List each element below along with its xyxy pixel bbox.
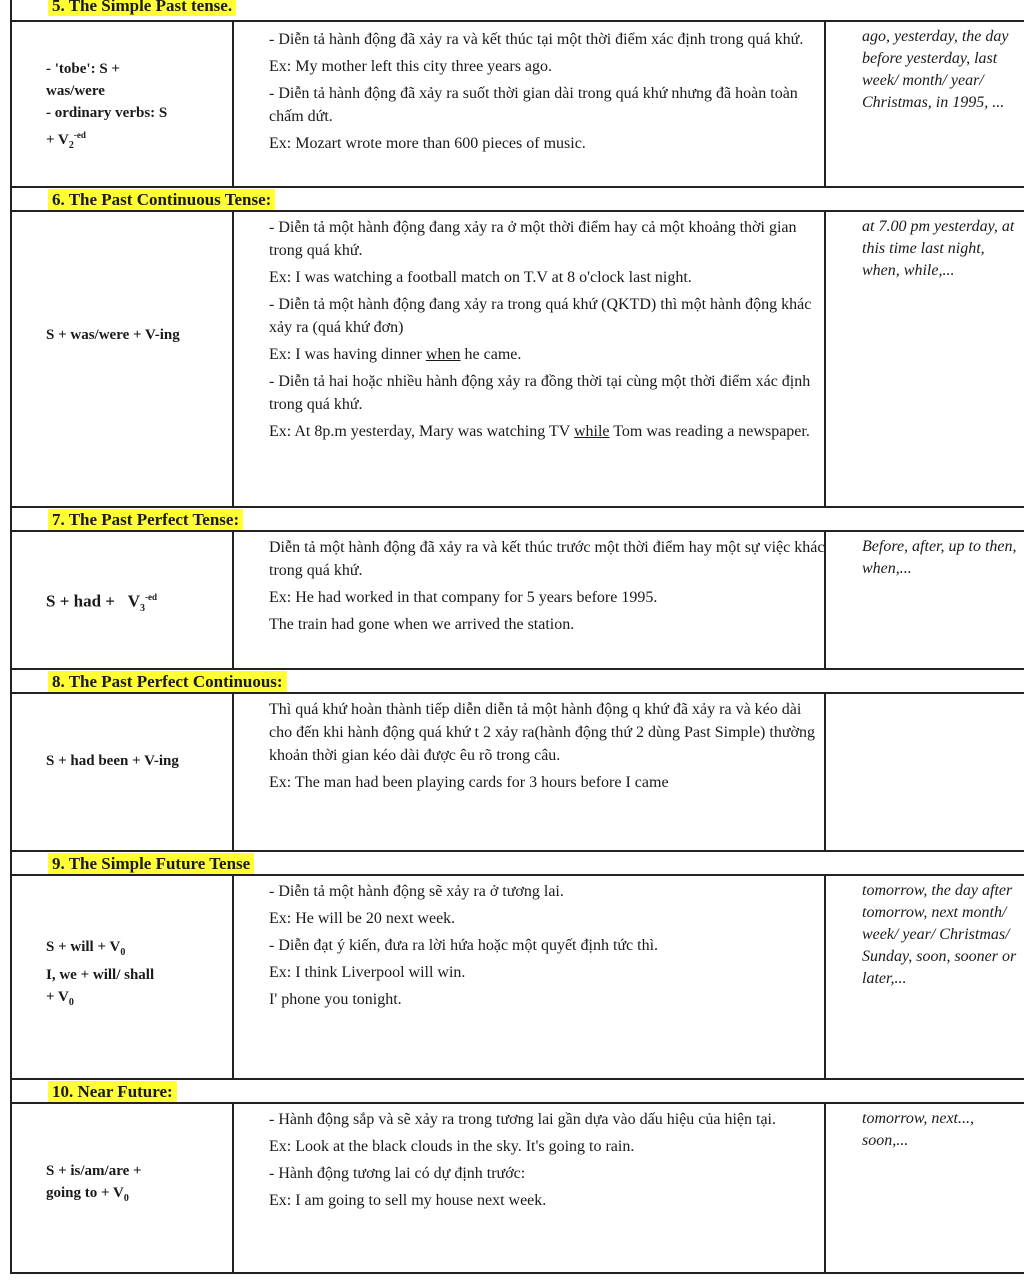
form-cell [46,58,226,157]
example-line: Ex: My mother left this city three years ago. [269,58,553,75]
section-simple-past [12,0,1024,186]
usage-line: - Hành động tương lai có dự định trước: [269,1165,526,1182]
usage-cell [269,698,824,798]
example-line: I' phone you tonight. [269,991,402,1008]
signal-words: at 7.00 pm yesterday, at this time last night, when, while,... [862,218,1015,279]
section-simple-future [12,850,1024,1078]
example-line: Ex: At 8p.m yesterday, Mary was watching TV while Tom was reading a newspaper. [269,423,810,440]
usage-cell [269,1108,825,1216]
signal-words: ago, yesterday, the day before yesterday, last week/ month/ year/ Christmas, in 1995, ... [862,28,1009,111]
section-past-continuous [12,186,1024,506]
section-near-future [12,1078,1024,1274]
section-past-perfect-continuous [12,668,1024,850]
section-header [12,668,1024,694]
section-heading: 10. Near Future: [48,1081,177,1102]
section-heading: 8. The Past Perfect Continuous: [48,671,287,692]
example-line: Ex: The man had been playing cards for 3 hours before I came [269,774,669,791]
usage-line: - Diễn tả hành động đã xảy ra suốt thời gian dài trong quá khứ nhưng đã hoàn toàn chấm dứt. [269,85,798,125]
form-cell: S + had been + V-ing [46,753,179,769]
section-header [12,186,1024,212]
example-line: Ex: I was having dinner when he came. [269,346,522,363]
form-cell: S + was/were + V-ing [46,327,180,343]
section-header [12,0,1024,22]
signal-words: tomorrow, the day after tomorrow, next month/ week/ year/ Christmas/ Sunday, soon, sooner or later,... [862,882,1017,987]
example-line: The train had gone when we arrived the station. [269,616,575,633]
usage-line: - Diễn tả một hành động sẽ xảy ra ở tương lai. [269,883,564,900]
section-heading: 5. The Simple Past tense. [48,0,236,16]
section-row [12,532,1024,668]
usage-line: Thì quá khứ hoàn thành tiếp diễn diễn tả một hành động q khứ đã xảy ra và kéo dài cho đến khi hành động quá khứ t 2 xảy ra(hành động thứ 2 dùng Past Simple) thường khoản thời gian kéo dài được êu rõ trong câu. [269,701,815,764]
section-row [12,1104,1024,1274]
example-line: Ex: I am going to sell my house next week. [269,1192,547,1209]
usage-line: - Diễn tả một hành động đang xảy ra ở một thời điểm hay cả một khoảng thời gian trong quá khứ. [269,219,797,259]
form-line: S + will + $V_0$ [46,939,126,958]
section-row [12,876,1024,1078]
example-line: Ex: He had worked in that company for 5 years before 1995. [269,589,658,606]
form-cell: S + is/am/are + going to + $V_0$ [46,1163,142,1204]
usage-cell [269,216,825,447]
example-line: Ex: I think Liverpool will win. [269,964,466,981]
section-row [12,694,1024,850]
section-heading: 6. The Past Continuous Tense: [48,189,275,210]
form-line: - 'tobe': S + was/were [46,61,120,99]
signal-words: Before, after, up to then, when,... [862,538,1017,577]
usage-line: - Hành động sắp và sẽ xảy ra trong tương lai gần dựa vào dấu hiệu của hiện tại. [269,1111,776,1128]
example-line: Ex: He will be 20 next week. [269,910,456,927]
usage-line: - Diễn đạt ý kiến, đưa ra lời hứa hoặc một quyết định tức thì. [269,937,659,954]
form-line: I, we + will/ shall + $V_0$ [46,967,155,1008]
section-heading: 7. The Past Perfect Tense: [48,509,243,530]
form-cell [46,936,226,1014]
usage-line: Diễn tả một hành động đã xảy ra và kết thúc trước một thời điểm hay một sự việc khác trong quá khứ. [269,539,825,579]
example-line: Ex: Look at the black clouds in the sky. It's going to rain. [269,1138,635,1155]
section-past-perfect [12,506,1024,668]
section-row [12,212,1024,506]
section-header [12,1078,1024,1104]
form-line: - ordinary verbs: S + $V_2^{-ed}$ [46,105,168,151]
usage-cell [269,28,825,159]
section-row [12,22,1024,186]
form-cell: S + had + $V_3^{-ed}$ [46,591,158,615]
section-heading: 9. The Simple Future Tense [48,853,254,874]
grammar-table [10,0,1024,1274]
usage-cell [269,880,825,1015]
usage-line: - Diễn tả hai hoặc nhiều hành động xảy ra đồng thời tại cùng một thời điểm xác định trong quá khứ. [269,373,811,413]
usage-line: - Diễn tả một hành động đang xảy ra trong quá khứ (QKTD) thì một hành động khác xảy ra (quá khứ đơn) [269,296,812,336]
example-line: Ex: I was watching a football match on T.V at 8 o'clock last night. [269,269,692,286]
usage-cell [269,536,825,640]
section-header [12,850,1024,876]
example-line: Ex: Mozart wrote more than 600 pieces of music. [269,135,586,152]
usage-line: - Diễn tả hành động đã xảy ra và kết thúc tại một thời điểm xác định trong quá khứ. [269,31,804,48]
signal-words: tomorrow, next..., soon,... [862,1110,974,1149]
section-header [12,506,1024,532]
